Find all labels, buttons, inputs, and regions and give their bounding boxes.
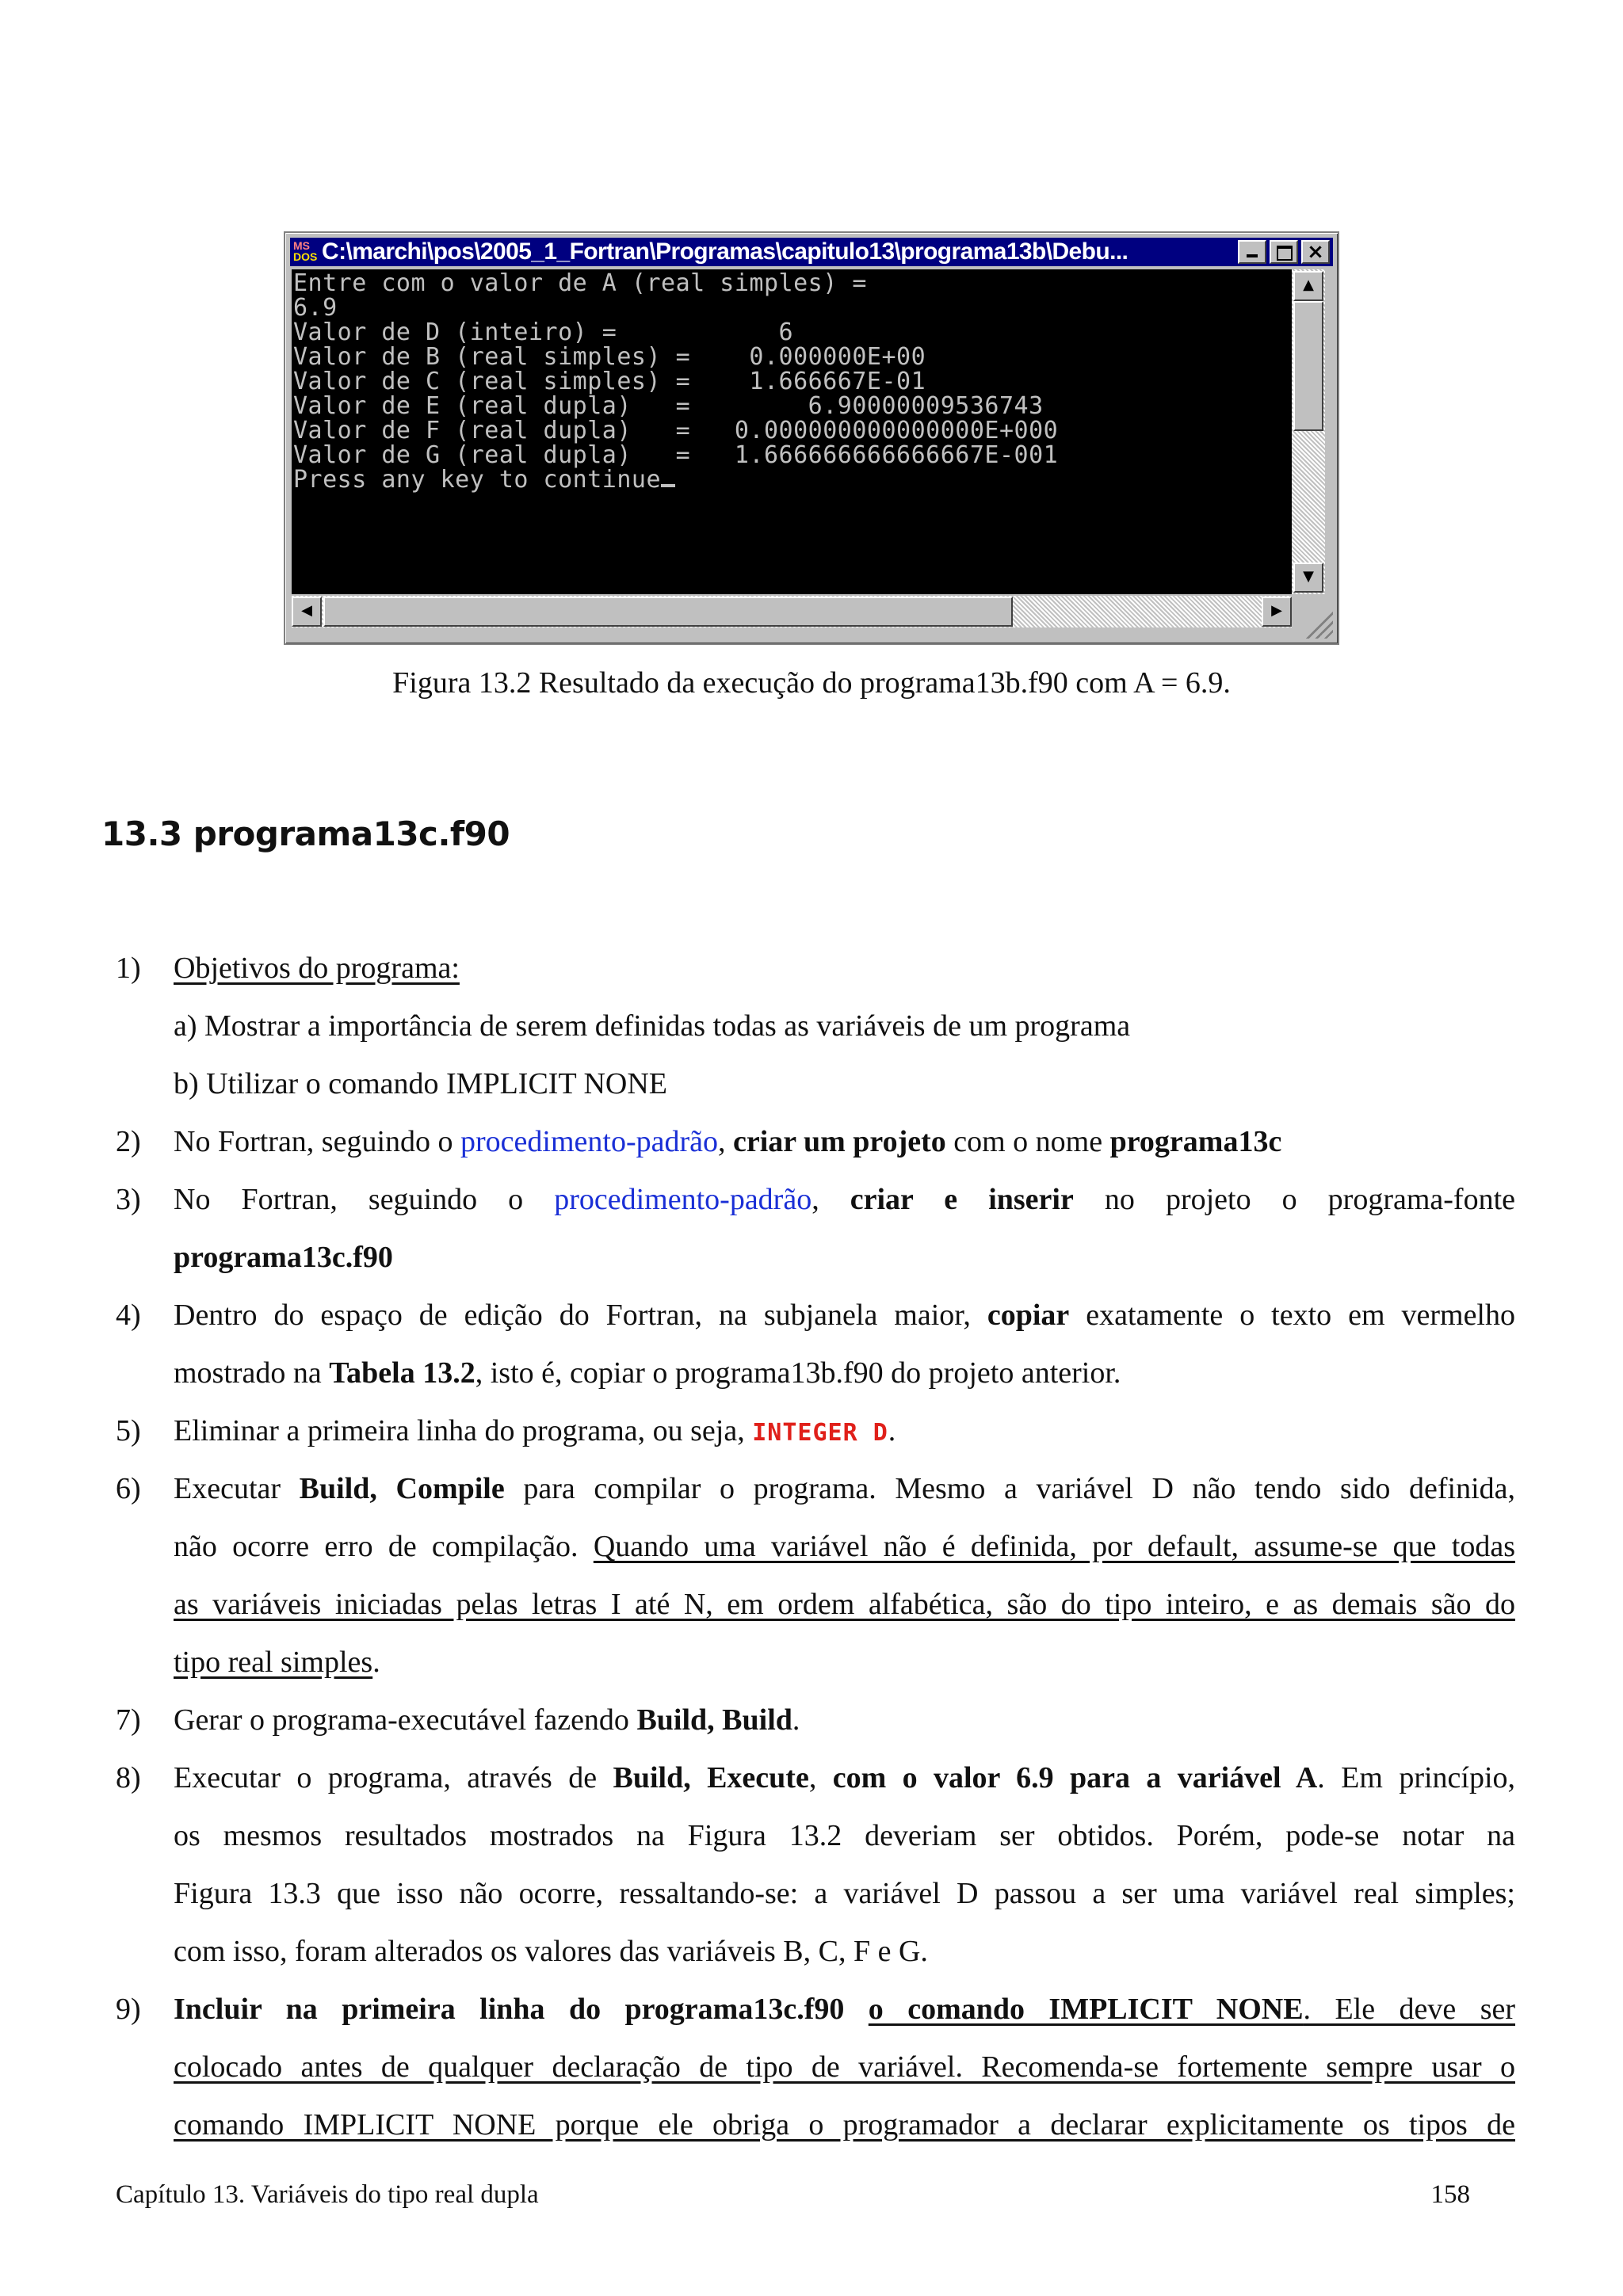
bold-text: Tabela 13.2 <box>329 1356 475 1390</box>
text: . <box>372 1646 380 1679</box>
code-snippet: INTEGER D <box>752 1419 888 1447</box>
bold-text: com o valor 6.9 para a variável A <box>832 1761 1318 1794</box>
underlined-text: Quando uma variável não é definida, por default, assume-se que todas <box>593 1530 1515 1563</box>
underlined-text: comando IMPLICIT NONE porque ele obriga o programador a declarar explicitamente os tipos de <box>174 2108 1515 2142</box>
text: Dentro do espaço de edição do Fortran, na subjanela maior, <box>174 1299 987 1332</box>
text: no projeto o programa-fonte <box>1073 1183 1516 1216</box>
text: mostrado na <box>174 1356 330 1390</box>
console-title: C:\marchi\pos\2005_1_Fortran\Programas\capitulo13\programa13b\Debu... <box>322 238 1128 265</box>
console-line: Valor de C (real simples) = 1.666667E-01 <box>293 368 926 395</box>
bold-text: Build, Build <box>636 1703 792 1737</box>
objective-b: b) Utilizar o comando IMPLICIT NONE <box>174 1067 668 1100</box>
console-line: 6.9 <box>293 294 338 322</box>
bold-underlined-text: o comando IMPLICIT NONE <box>868 1993 1304 2026</box>
scroll-down-arrow-icon[interactable]: ▼ <box>1293 563 1323 593</box>
text: , <box>812 1183 850 1216</box>
procedimento-padrao-link[interactable]: procedimento-padrão <box>460 1125 718 1158</box>
console-line: Valor de B (real simples) = 0.000000E+00 <box>293 343 926 371</box>
resize-grip-icon[interactable] <box>1303 608 1333 639</box>
close-button[interactable]: × <box>1301 240 1330 264</box>
console-title-bar <box>290 238 1333 266</box>
text: No Fortran, seguindo o <box>174 1125 461 1158</box>
item-number: 4) <box>116 1299 141 1332</box>
bold-text: programa13c <box>1109 1125 1282 1158</box>
console-line: Press any key to continue <box>293 466 662 494</box>
figure-caption: Figura 13.2 Resultado da execução do programa13b.f90 com A = 6.9. <box>392 666 1231 700</box>
item-number: 2) <box>116 1125 141 1158</box>
vertical-scroll-thumb[interactable] <box>1293 301 1323 431</box>
item-number: 5) <box>116 1414 141 1447</box>
bold-text: criar um projeto <box>733 1125 946 1158</box>
text: Figura 13.3 que isso não ocorre, ressaltando-se: a variável D passou a ser uma variável real simples; <box>174 1877 1515 1910</box>
text: Gerar o programa-executável fazendo <box>174 1703 637 1737</box>
text: Executar o programa, através de <box>174 1761 613 1794</box>
horizontal-scrollbar[interactable] <box>292 596 1292 627</box>
underlined-text: . Ele deve ser <box>1303 1993 1516 2026</box>
scroll-up-arrow-icon[interactable]: ▲ <box>1293 271 1323 301</box>
scroll-left-arrow-icon[interactable]: ◀ <box>292 597 322 627</box>
console-line: Entre com o valor de A (real simples) = <box>293 269 867 297</box>
console-window <box>284 231 1339 645</box>
text: , <box>718 1125 733 1158</box>
bold-text: criar e inserir <box>850 1183 1074 1216</box>
text: com isso, foram alterados os valores das variáveis B, C, F e G. <box>174 1935 928 1968</box>
text: Executar <box>174 1472 300 1505</box>
bold-text: programa13c.f90 <box>174 1241 393 1274</box>
page-number: 158 <box>1430 2180 1470 2209</box>
item-number: 9) <box>116 1993 141 2026</box>
objective-a: a) Mostrar a importância de serem definidas todas as variáveis de um programa <box>174 1009 1131 1043</box>
item-number: 8) <box>116 1761 141 1794</box>
section-heading: 13.3 programa13c.f90 <box>101 814 510 853</box>
maximize-button[interactable] <box>1270 240 1298 264</box>
item-number: 6) <box>116 1472 141 1505</box>
bold-text: Build, Execute <box>613 1761 809 1794</box>
ms-dos-icon: MS DOS <box>293 239 318 263</box>
text: , isto é, copiar o programa13b.f90 do projeto anterior. <box>475 1356 1121 1390</box>
text: os mesmos resultados mostrados na Figura 13.2 deveriam ser obtidos. Porém, pode-se notar na <box>174 1819 1515 1852</box>
item-number: 7) <box>116 1703 141 1737</box>
text: para compilar o programa. Mesmo a variável D não tendo sido definida, <box>504 1472 1515 1505</box>
text: exatamente o texto em vermelho <box>1069 1299 1515 1332</box>
scroll-right-arrow-icon[interactable]: ▶ <box>1262 597 1292 627</box>
text-cursor <box>661 484 675 487</box>
text: . <box>888 1414 896 1447</box>
underlined-text: as variáveis iniciadas pelas letras I até N, em ordem alfabética, são do tipo inteiro, e as demais são do <box>174 1588 1515 1621</box>
procedimento-padrao-link[interactable]: procedimento-padrão <box>554 1183 812 1216</box>
console-output[interactable] <box>292 269 1292 594</box>
horizontal-scroll-thumb[interactable] <box>323 597 1013 627</box>
vertical-scrollbar[interactable] <box>1292 269 1325 594</box>
text: No Fortran, seguindo o <box>174 1183 555 1216</box>
underlined-text: tipo real simples <box>174 1646 373 1679</box>
underlined-text: colocado antes de qualquer declaração de tipo de variável. Recomenda-se fortemente sempre usar o <box>174 2050 1515 2084</box>
console-line: Valor de G (real dupla) = 1.666666666666667E-001 <box>293 441 1059 469</box>
text: com o nome <box>945 1125 1110 1158</box>
minimize-button[interactable] <box>1238 240 1266 264</box>
bold-text: Build, Compile <box>299 1472 505 1505</box>
bold-text: copiar <box>987 1299 1070 1332</box>
text: , <box>808 1761 833 1794</box>
text <box>844 1993 868 2026</box>
bold-text: Incluir na primeira linha do programa13c.f90 <box>174 1993 845 2026</box>
item-number: 3) <box>116 1183 141 1216</box>
footer-chapter: Capítulo 13. Variáveis do tipo real dupla <box>116 2180 539 2209</box>
console-line: Valor de D (inteiro) = 6 <box>293 318 794 346</box>
text: . Em princípio, <box>1317 1761 1516 1794</box>
text: não ocorre erro de compilação. <box>174 1530 594 1563</box>
objectives-title: Objetivos do programa: <box>174 952 460 985</box>
console-line: Valor de F (real dupla) = 0.000000000000000E+000 <box>293 417 1059 444</box>
text: . <box>792 1703 800 1737</box>
console-line: Valor de E (real dupla) = 6.90000009536743 <box>293 392 1044 420</box>
text: Eliminar a primeira linha do programa, ou seja, <box>174 1414 753 1447</box>
item-number: 1) <box>116 952 141 985</box>
